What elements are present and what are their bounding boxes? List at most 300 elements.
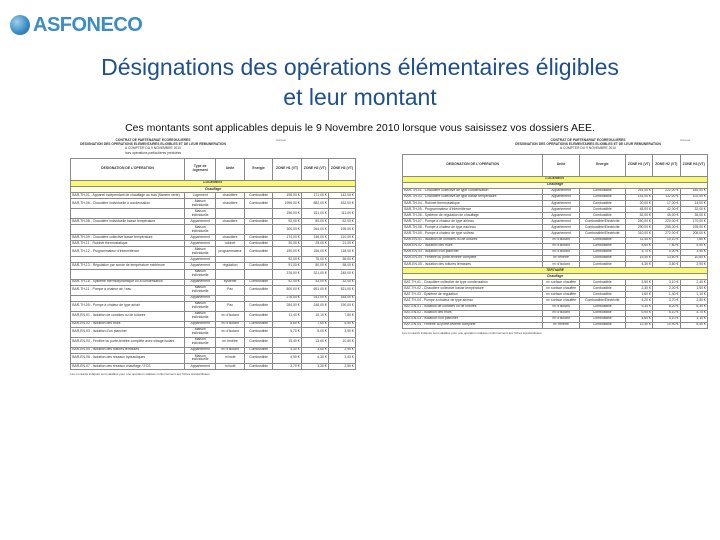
- table-cell: Appartement: [543, 188, 580, 194]
- amount-cell: 220,00 €: [653, 219, 680, 225]
- operation-designation: BAR-TH-13 - Régulation par sonde de température extérieure: [71, 263, 185, 269]
- amount-cell: 171,00 €: [301, 193, 328, 199]
- amount-cell: 21,00 €: [328, 241, 355, 247]
- table-cell: m² surface chauffée: [543, 292, 580, 298]
- table-row: [71, 269, 356, 279]
- amount-cell: 35,00 €: [680, 213, 707, 219]
- left-footnote: Les montants indiqués sont valables pour une opération réalisée conformément aux fiches standardisées.: [70, 372, 211, 377]
- amount-cell: 146,00 €: [301, 235, 328, 241]
- section-title: LOGEMENT: [403, 176, 708, 182]
- amount-cell: 156,00 €: [301, 247, 328, 257]
- table-cell: m² d'isolant: [543, 243, 580, 249]
- amount-cell: 8,40 €: [680, 322, 707, 328]
- amount-cell: 310,00 €: [625, 231, 652, 237]
- table-cell: Combustible: [579, 243, 625, 249]
- amount-cell: 7,60 €: [653, 243, 680, 249]
- amount-cell: 190,00 €: [328, 301, 355, 311]
- table-row: [71, 209, 356, 219]
- amount-cell: 180,00 €: [680, 188, 707, 194]
- table-cell: Combustible: [579, 213, 625, 219]
- left-page-number: Annexe: [276, 138, 287, 142]
- amount-cell: 174,00 €: [273, 235, 302, 241]
- amount-cell: 376,00 €: [273, 269, 302, 279]
- operation-designation: BAR-TH-05 - Programmateur d'intermittence: [403, 207, 543, 213]
- amount-cell: 190,00 €: [273, 247, 302, 257]
- amount-cell: 52,00 €: [273, 279, 302, 285]
- amount-cell: 3,10 €: [653, 280, 680, 286]
- amount-cell: 102,00 €: [680, 194, 707, 200]
- right-header-line: DESIGNATION DES OPERATIONS ELEMENTAIRES ELIGIBLES ET DE LEUR REMUNERATION: [515, 142, 661, 147]
- operation-designation: BAR-TH-09 - Chaudière collective basse température: [71, 235, 185, 241]
- table-cell: Combustible: [579, 207, 625, 213]
- table-cell: Logement: [185, 193, 216, 199]
- table-cell: Appartement: [185, 263, 216, 269]
- table-cell: Maison individuelle: [185, 199, 216, 209]
- table-cell: Combustible: [244, 301, 273, 311]
- amount-cell: 13,60 €: [301, 337, 328, 347]
- table-cell: Combustible: [579, 237, 625, 243]
- amount-cell: 4,90 €: [273, 353, 302, 363]
- amount-cell: 196,00 €: [273, 209, 302, 219]
- column-header: ZONE H1 (VT): [625, 154, 652, 176]
- table-cell: Appartement: [185, 235, 216, 241]
- table-cell: Appartement: [185, 219, 216, 225]
- brand-logo: [10, 8, 142, 42]
- left-header-line: CONTRAT DE PARTENARIAT ECOREGULIERES: [115, 138, 191, 142]
- amount-cell: 91,00 €: [273, 263, 302, 269]
- amount-cell: 1,60 €: [625, 292, 652, 298]
- amount-cell: 2,80 €: [680, 298, 707, 304]
- amount-cell: 48,00 €: [625, 207, 652, 213]
- amount-cell: 4,10 €: [653, 316, 680, 322]
- amount-cell: 241,00 €: [301, 295, 328, 301]
- table-cell: Combustible: [579, 292, 625, 298]
- amount-cell: 45,00 €: [653, 213, 680, 219]
- table-cell: [244, 225, 273, 235]
- right-document: [402, 138, 708, 534]
- amount-cell: 9,30 €: [625, 304, 652, 310]
- right-page-number: Annexe: [680, 138, 691, 142]
- operation-designation: BAR-EN-04 - Fenêtre ou porte-fenêtre complète avec vitrage isolant: [71, 337, 185, 347]
- table-cell: Combustible: [244, 311, 273, 321]
- table-cell: Combustible: [579, 261, 625, 267]
- operation-designation: BAR-TH-06 - Chaudière individuelle à condensation: [71, 199, 185, 209]
- column-header: ZONE H2 (VT): [301, 158, 328, 180]
- operation-designation: BAR-TH-09 - Pompe à chaleur de type sol/eau: [403, 231, 543, 237]
- table-cell: Combustible: [579, 194, 625, 200]
- table-cell: m² d'isolant: [216, 321, 245, 327]
- amount-cell: 13,60 €: [653, 255, 680, 261]
- table-row: [71, 247, 356, 257]
- table-cell: Combustible: [579, 249, 625, 255]
- amount-cell: 1,10 €: [680, 292, 707, 298]
- amount-cell: 52,00 €: [625, 213, 652, 219]
- amount-cell: 43,00 €: [301, 279, 328, 285]
- table-row: [71, 301, 356, 311]
- logo-text: ASFONECO: [33, 13, 143, 36]
- table-cell: Maison individuelle: [185, 301, 216, 311]
- table-cell: Appartement: [185, 241, 216, 247]
- operation-designation: BAR-EN-02 - Isolation des murs: [403, 243, 543, 249]
- table-cell: m² fenêtre: [543, 255, 580, 261]
- right-document-header: [498, 138, 678, 151]
- amount-cell: 321,00 €: [301, 269, 328, 279]
- amount-cell: 80,00 €: [301, 263, 328, 269]
- operation-designation: BAR-TH-01 - Chaudière collective de type condensation: [403, 188, 543, 194]
- operation-designation: BAR-TH-18 - Système thermodynamique ou à condensation: [71, 279, 185, 285]
- operation-designation: BAR-EN-02 - Isolation des murs: [71, 321, 185, 327]
- amount-cell: 170,00 €: [680, 219, 707, 225]
- table-cell: Combustible: [579, 200, 625, 206]
- amount-cell: 250,00 €: [625, 219, 652, 225]
- operation-designation: BAR-EN-03 - Isolation d'un plancher: [403, 249, 543, 255]
- left-header-line: DESIGNATION DES OPERATIONS ELEMENTAIRES ELIGIBLES ET DE LEUR REMUNERATION: [80, 142, 226, 147]
- amount-cell: 6,10 €: [653, 310, 680, 316]
- amount-cell: 196,00 €: [273, 193, 302, 199]
- table-cell: Combustible: [244, 247, 273, 257]
- left-document-header: [78, 138, 228, 155]
- operation-designation: BAR-EN-07 - Isolation des réseaux chauffage / ECS: [71, 363, 185, 369]
- amount-cell: 12,40 €: [625, 322, 652, 328]
- table-cell: Combustible/Electricité: [579, 231, 625, 237]
- table-cell: Maison individuelle: [185, 285, 216, 295]
- table-row: [71, 285, 356, 295]
- table-row: [71, 199, 356, 209]
- table-row: [71, 337, 356, 347]
- operation-designation: BAR-TH-12 - Programmateur d'intermittence: [71, 247, 185, 257]
- table-cell: m² d'isolant: [543, 261, 580, 267]
- table-cell: chaudière: [216, 235, 245, 241]
- amount-cell: 15,40 €: [273, 337, 302, 347]
- table-cell: m² d'isolant: [543, 316, 580, 322]
- table-cell: Pac: [216, 285, 245, 295]
- table-cell: [216, 209, 245, 219]
- amount-cell: 3,10 €: [680, 316, 707, 322]
- table-row: [71, 363, 356, 369]
- amount-cell: 3,90 €: [680, 249, 707, 255]
- amount-cell: 92,00 €: [273, 219, 302, 225]
- amount-cell: 5,00 €: [301, 327, 328, 337]
- amount-cell: 1,50 €: [680, 286, 707, 292]
- amount-cell: 4,30 €: [625, 261, 652, 267]
- amount-cell: 132,00 €: [653, 194, 680, 200]
- column-header: ZONE H3 (VT): [680, 154, 707, 176]
- table-cell: Appartement: [543, 219, 580, 225]
- slide-title: [0, 52, 720, 112]
- left-header-line: A COMPTER DU 9 NOVEMBRE 2010: [125, 146, 181, 151]
- table-row: [71, 311, 356, 321]
- table-cell: Combustible: [244, 353, 273, 363]
- operation-designation: BAT-TH-03 - Système de régulation: [403, 292, 543, 298]
- amount-cell: 7,80 €: [680, 237, 707, 243]
- table-cell: robinet: [216, 241, 245, 247]
- left-table-header-row: [71, 158, 356, 180]
- table-cell: Maison individuelle: [185, 311, 216, 321]
- amount-cell: 11,40 €: [625, 237, 652, 243]
- amount-cell: 3,70 €: [653, 298, 680, 304]
- amount-cell: 632,00 €: [328, 199, 355, 209]
- table-cell: Maison individuelle: [185, 269, 216, 279]
- column-header: Energie: [579, 154, 625, 176]
- subsection-title: Chauffage: [71, 186, 356, 192]
- amount-cell: 284,00 €: [273, 301, 302, 311]
- amount-cell: 5,70 €: [625, 249, 652, 255]
- amount-cell: 3,40 €: [328, 353, 355, 363]
- amount-cell: 14,00 €: [680, 200, 707, 206]
- amount-cell: 92,00 €: [273, 257, 302, 263]
- table-cell: m² d'isolant: [216, 347, 245, 353]
- right-rates-table: [402, 154, 708, 329]
- column-header: Energie: [244, 158, 273, 180]
- amount-cell: 2,90 €: [680, 261, 707, 267]
- logo-globe-icon: [10, 15, 30, 35]
- amount-cell: 5,90 €: [680, 243, 707, 249]
- amount-cell: 10,60 €: [328, 337, 355, 347]
- operation-designation: BAT-TH-01 - Chaudière collective de type condensation: [403, 280, 543, 286]
- operation-designation: [71, 209, 185, 219]
- table-cell: Maison individuelle: [185, 225, 216, 235]
- table-row: [71, 353, 356, 363]
- table-cell: Appartement: [185, 347, 216, 353]
- left-header-line: hors opérations particulières précisées: [124, 150, 182, 155]
- operation-designation: BAT-TH-04 - Pompe à chaleur de type air/eau: [403, 298, 543, 304]
- table-cell: système: [216, 279, 245, 285]
- table-cell: Combustible: [244, 193, 273, 199]
- table-cell: [244, 209, 273, 219]
- amount-cell: 6,30 €: [680, 304, 707, 310]
- operation-designation: BAT-EN-03 - Isolation d'un plancher: [403, 316, 543, 322]
- amount-cell: 10,60 €: [680, 255, 707, 261]
- amount-cell: 151,00 €: [301, 209, 328, 219]
- amount-cell: 4,60 €: [625, 316, 652, 322]
- column-header: ZONE H1 (VT): [273, 158, 302, 180]
- operation-designation: BAT-TH-02 - Chaudière collective basse température: [403, 286, 543, 292]
- table-cell: Pac: [216, 301, 245, 311]
- amount-cell: 7,60 €: [301, 321, 328, 327]
- amount-cell: 151,00 €: [625, 194, 652, 200]
- amount-cell: 3,30 €: [301, 363, 328, 369]
- amount-cell: 62,00 €: [328, 219, 355, 225]
- amount-cell: 8,20 €: [653, 304, 680, 310]
- table-cell: Appartement: [543, 194, 580, 200]
- amount-cell: 5,00 €: [653, 249, 680, 255]
- table-cell: m isolé: [216, 363, 245, 369]
- slide-subtitle: Ces montants sont applicables depuis le 9 Novembre 2010 lorsque vous saisissez vos dossiers AEE.: [125, 122, 595, 134]
- amount-cell: 2,90 €: [328, 347, 355, 353]
- amount-cell: 4,70 €: [680, 310, 707, 316]
- table-cell: Appartement: [185, 363, 216, 369]
- table-cell: [244, 269, 273, 279]
- operation-designation: BAR-EN-06 - Isolation des réseaux hydrauliques: [71, 353, 185, 363]
- amount-cell: 3,80 €: [653, 261, 680, 267]
- column-header: Type de logement: [185, 158, 216, 180]
- operation-designation: BAR-EN-03 - Isolation d'un plancher: [71, 327, 185, 337]
- amount-cell: 1,40 €: [653, 292, 680, 298]
- table-cell: m² d'isolant: [543, 237, 580, 243]
- amount-cell: 111,00 €: [328, 209, 355, 219]
- table-cell: Combustible: [244, 235, 273, 241]
- table-cell: m² d'isolant: [543, 304, 580, 310]
- operation-designation: [71, 225, 185, 235]
- table-cell: Maison individuelle: [185, 353, 216, 363]
- table-row: [403, 322, 708, 328]
- amount-cell: 8,60 €: [273, 321, 302, 327]
- right-header-line: CONTRAT DE PARTENARIAT ECOREGULIERES: [550, 138, 626, 142]
- table-cell: Combustible: [579, 255, 625, 261]
- table-cell: chaudière: [216, 219, 245, 225]
- operation-designation: BAR-TH-08 - Pompe à chaleur de type eau/eau: [403, 225, 543, 231]
- table-cell: Appartement: [543, 225, 580, 231]
- column-header: ZONE H3 (VT): [328, 158, 355, 180]
- amount-cell: 75,00 €: [301, 257, 328, 263]
- column-header: DESIGNATION DE L'OPERATION: [403, 154, 543, 176]
- table-row: [71, 327, 356, 337]
- amount-cell: 11,40 €: [273, 311, 302, 321]
- amount-cell: 56,00 €: [328, 257, 355, 263]
- amount-cell: 691,00 €: [301, 285, 328, 295]
- table-cell: Combustible: [579, 304, 625, 310]
- amount-cell: 2,30 €: [625, 286, 652, 292]
- table-cell: Combustible/Electricité: [579, 219, 625, 225]
- table-cell: Appartement: [543, 213, 580, 219]
- amount-cell: 142,00 €: [328, 193, 355, 199]
- table-cell: Combustible: [244, 347, 273, 353]
- operation-designation: BAT-EN-01 - Isolation de combles ou de toitures: [403, 304, 543, 310]
- amount-cell: 6,90 €: [625, 310, 652, 316]
- table-cell: Maison individuelle: [185, 247, 216, 257]
- amount-cell: 255,00 €: [653, 225, 680, 231]
- column-header: Unité: [216, 158, 245, 180]
- column-header: DESIGNATION DE L'OPERATION: [71, 158, 185, 180]
- table-cell: Appartement: [543, 207, 580, 213]
- amount-cell: 1996,00 €: [273, 199, 302, 209]
- table-cell: m² fenêtre: [543, 322, 580, 328]
- table-cell: Combustible: [244, 363, 273, 369]
- amount-cell: 195,00 €: [680, 225, 707, 231]
- subsection-title: Chauffage: [403, 274, 708, 280]
- operation-designation: BAR-EN-05 - Isolation des toitures terrasses: [403, 261, 543, 267]
- operation-designation: BAR-TH-11 - Robinet thermostatique: [71, 241, 185, 247]
- table-cell: Combustible: [579, 310, 625, 316]
- table-cell: Combustible: [244, 199, 273, 209]
- amount-cell: 20,00 €: [625, 200, 652, 206]
- table-cell: Combustible: [579, 280, 625, 286]
- amount-cell: 248,00 €: [301, 301, 328, 311]
- amount-cell: 110,00 €: [328, 235, 355, 241]
- amount-cell: 276,00 €: [273, 295, 302, 301]
- operation-designation: BAR-EN-01 - Isolation de combles ou de toitures: [403, 237, 543, 243]
- title-line-2: et leur montant: [283, 84, 437, 110]
- table-cell: Combustible: [244, 263, 273, 269]
- amount-cell: 10,90 €: [653, 322, 680, 328]
- amount-cell: 32,00 €: [328, 279, 355, 285]
- table-cell: Appartement: [185, 295, 216, 301]
- table-cell: Combustible: [244, 241, 273, 247]
- amount-cell: 2,00 €: [653, 286, 680, 292]
- table-cell: [216, 225, 245, 235]
- table-row: [71, 225, 356, 235]
- amount-cell: 184,00 €: [328, 295, 355, 301]
- amount-cell: 10,10 €: [301, 311, 328, 321]
- operation-designation: BAR-EN-05 - Isolation des toitures terrasses: [71, 347, 185, 353]
- operation-designation: BAR-TH-03 - Chaudière collective de type basse température: [403, 194, 543, 200]
- column-header: ZONE H2 (VT): [653, 154, 680, 176]
- table-cell: Combustible: [579, 322, 625, 328]
- table-cell: m² fenêtre: [216, 337, 245, 347]
- amount-cell: 272,00 €: [653, 231, 680, 237]
- amount-cell: 30,00 €: [273, 241, 302, 247]
- table-cell: Maison individuelle: [185, 337, 216, 347]
- amount-cell: 251,00 €: [625, 188, 652, 194]
- operation-designation: BAR-TH-11 - Pompe à chaleur air / eau: [71, 285, 185, 295]
- left-document: [70, 138, 356, 534]
- left-rates-table: [70, 158, 356, 370]
- column-header: Unité: [543, 154, 580, 176]
- table-cell: m² d'isolant: [543, 249, 580, 255]
- table-cell: Appartement: [185, 321, 216, 327]
- table-cell: m isolé: [216, 353, 245, 363]
- amount-cell: 32,00 €: [680, 207, 707, 213]
- title-line-1: Désignations des opérations élémentaires éligibles: [101, 54, 619, 80]
- amount-cell: 118,00 €: [328, 247, 355, 257]
- table-cell: Combustible: [579, 316, 625, 322]
- amount-cell: 195,00 €: [328, 225, 355, 235]
- operation-designation: BAR-TH-05 - Pompe à chaleur de type air/air: [71, 301, 185, 311]
- table-cell: Combustible: [579, 188, 625, 194]
- operation-designation: BAR-TH-08 - Chaudière individuelle basse température: [71, 219, 185, 225]
- table-cell: m² surface chauffée: [543, 286, 580, 292]
- section-title: LOGEMENT: [71, 180, 356, 186]
- operation-designation: BAR-EN-04 - Fenêtre ou porte-fenêtre complète: [403, 255, 543, 261]
- table-cell: chaudière: [216, 199, 245, 209]
- table-cell: Combustible: [244, 337, 273, 347]
- table-cell: m² d'isolant: [216, 311, 245, 321]
- amount-cell: 2,50 €: [328, 363, 355, 369]
- amount-cell: 10,10 €: [653, 237, 680, 243]
- amount-cell: 7,80 €: [328, 311, 355, 321]
- amount-cell: 5,70 €: [273, 327, 302, 337]
- section-title: TERTIAIRE: [403, 268, 708, 274]
- table-cell: Appartement: [543, 200, 580, 206]
- table-cell: m² surface chauffée: [543, 298, 580, 304]
- amount-cell: 222,00 €: [653, 188, 680, 194]
- amount-cell: 2,40 €: [680, 280, 707, 286]
- amount-cell: 800,00 €: [273, 285, 302, 295]
- operation-designation: BAR-TH-06 - Système de régulation de chauffage: [403, 213, 543, 219]
- amount-cell: 3,50 €: [625, 280, 652, 286]
- amount-cell: 58,00 €: [328, 263, 355, 269]
- subsection-title: Chauffage: [403, 182, 708, 188]
- right-footnote: Les montants indiqués sont valables pour une opération réalisée conformément aux fiches standardisées.: [402, 330, 543, 335]
- right-header-line: A COMPTER DU 9 NOVEMBRE 2010: [560, 146, 616, 151]
- table-cell: Combustible: [244, 285, 273, 295]
- table-cell: Combustible: [244, 219, 273, 225]
- amount-cell: 245,00 €: [328, 269, 355, 279]
- amount-cell: 80,00 €: [301, 219, 328, 225]
- amount-cell: 42,00 €: [653, 207, 680, 213]
- operation-designation: [71, 269, 185, 279]
- amount-cell: 25,00 €: [301, 241, 328, 247]
- operation-designation: BAR-TH-04 - Robinet thermostatique: [403, 200, 543, 206]
- operation-designation: BAR-TH-01 - Appareil indépendant de chauffage au bois (flamme verte): [71, 193, 185, 199]
- amount-cell: 3,70 €: [273, 363, 302, 369]
- table-cell: Appartement: [185, 279, 216, 285]
- table-cell: m² surface chauffée: [543, 280, 580, 286]
- amount-cell: 4,30 €: [301, 353, 328, 363]
- table-cell: Appartement: [185, 257, 216, 263]
- operation-designation: BAR-EN-01 - Isolation de combles ou de toitures: [71, 311, 185, 321]
- amount-cell: 17,00 €: [653, 200, 680, 206]
